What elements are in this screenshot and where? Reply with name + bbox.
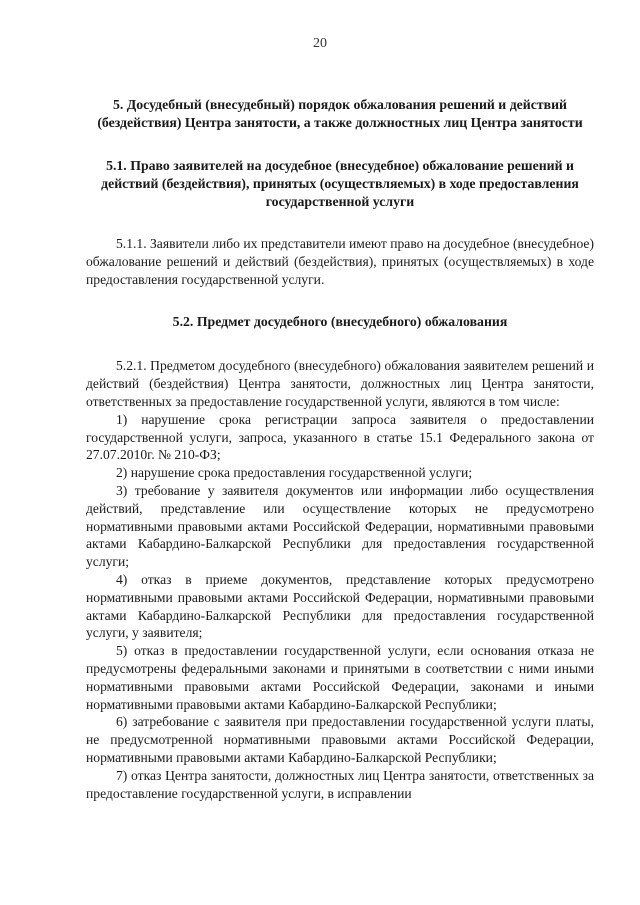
- subsection-title-5-1: 5.1. Право заявителей на досудебное (внесудебное) обжалование решений и действий (бездействия), принятых (осуществляемых) в ходе предоставления государственной услуги: [101, 158, 579, 209]
- paragraph-5-1-1: 5.1.1. Заявители либо их представители имеют право на досудебное (внесудебное) обжалование решений и действий (бездействия), принятых (осуществляемых) в ходе предоставления государственной услуги.: [86, 236, 594, 287]
- page-number: 20: [313, 36, 327, 51]
- section-title: 5. Досудебный (внесудебный) порядок обжалования решений и действий (бездействия) Центра занятости, а также должностных лиц Центра занятости: [97, 97, 583, 130]
- list-item-3: 3) требование у заявителя документов или информации либо осуществления действий, представление или осуществление которых не предусмотрено нормативными правовыми актами Российской Федерации, нормативными правовыми актами Кабардино-Балкарской Республики для предоставления государственной услуги;: [86, 482, 594, 570]
- paragraph-5-2-1: 5.2.1. Предметом досудебного (внесудебного) обжалования заявителем решений и действий (бездействия) Центра занятости, должностных лиц Центра занятости, ответственных за предоставление государственной услуги, являются в том числе:: [86, 358, 594, 409]
- subsection-title-5-2: 5.2. Предмет досудебного (внесудебного) обжалования: [172, 314, 508, 330]
- document-content: [86, 96, 594, 802]
- list-item-1: 1) нарушение срока регистрации запроса заявителя о предоставлении государственной услуги, запроса, указанного в статье 15.1 Федерального закона от 27.07.2010г. № 210-ФЗ;: [86, 411, 594, 463]
- list-item-4: 4) отказ в приеме документов, представление которых предусмотрено нормативными правовыми актами Российской Федерации, нормативными правовыми актами Кабардино-Балкарской Республики для предоставления государственной услуги, у заявителя;: [86, 571, 594, 641]
- list-item-5: 5) отказ в предоставлении государственной услуги, если основания отказа не предусмотрены федеральными законами и принятыми в соответствии с ними иными нормативными правовыми актами Российской Федерации, законами и иными нормативными правовыми актами Кабардино-Балкарской Республики;: [86, 643, 594, 712]
- list-item-2: 2) нарушение срока предоставления государственной услуги;: [116, 465, 473, 481]
- list-item-6: 6) затребование с заявителя при предоставлении государственной услуги платы, не предусмотренной нормативными правовыми актами Российской Федерации, нормативными правовыми актами Кабардино-Балкарской Республики;: [86, 714, 594, 765]
- list-item-7: 7) отказ Центра занятости, должностных лиц Центра занятости, ответственных за предоставление государственной услуги, в исправлении: [86, 767, 594, 801]
